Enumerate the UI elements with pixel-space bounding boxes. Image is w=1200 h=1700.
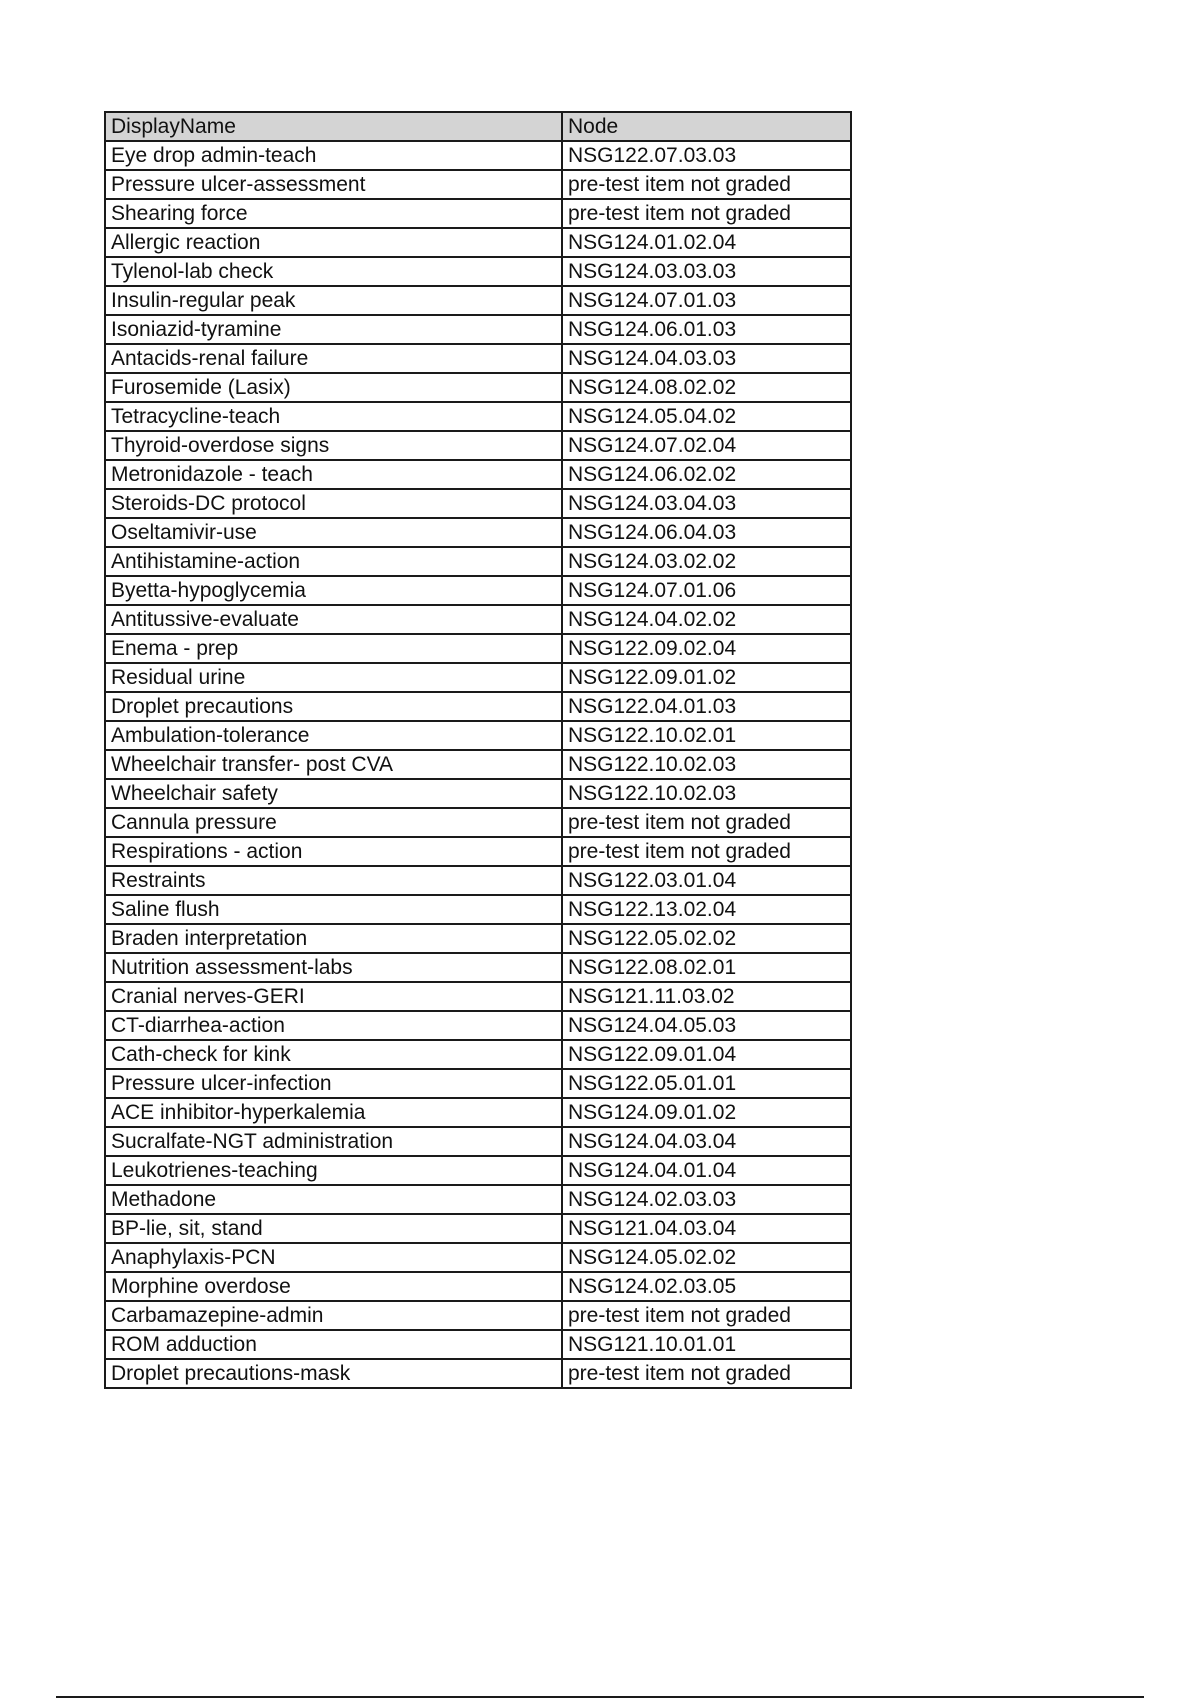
cell-displayname: Pressure ulcer-assessment [105,170,562,199]
cell-displayname: Wheelchair safety [105,779,562,808]
table-row [105,750,851,779]
footer-rule [56,1696,1144,1698]
cell-displayname: Braden interpretation [105,924,562,953]
cell-displayname: Nutrition assessment-labs [105,953,562,982]
cell-node: NSG122.10.02.03 [562,779,851,808]
cell-node: NSG124.09.01.02 [562,1098,851,1127]
cell-node: pre-test item not graded [562,1301,851,1330]
cell-displayname: Enema - prep [105,634,562,663]
cell-displayname: Antacids-renal failure [105,344,562,373]
table-row [105,837,851,866]
cell-node: NSG124.03.04.03 [562,489,851,518]
table-row [105,518,851,547]
table-row [105,489,851,518]
table-row [105,1301,851,1330]
cell-node: NSG124.01.02.04 [562,228,851,257]
table-row [105,141,851,170]
cell-node: NSG121.04.03.04 [562,1214,851,1243]
cell-displayname: Cranial nerves-GERI [105,982,562,1011]
table-row [105,547,851,576]
cell-node: NSG124.03.03.03 [562,257,851,286]
cell-node: NSG122.04.01.03 [562,692,851,721]
table-row [105,315,851,344]
cell-displayname: Cannula pressure [105,808,562,837]
cell-node: NSG124.04.01.04 [562,1156,851,1185]
table-row [105,1359,851,1388]
table-row [105,286,851,315]
cell-node: NSG124.04.03.03 [562,344,851,373]
cell-displayname: Ambulation-tolerance [105,721,562,750]
cell-displayname: Droplet precautions [105,692,562,721]
table-row [105,1214,851,1243]
table-row [105,460,851,489]
cell-displayname: ROM adduction [105,1330,562,1359]
table-row [105,982,851,1011]
cell-displayname: Leukotrienes-teaching [105,1156,562,1185]
cell-displayname: Restraints [105,866,562,895]
table-row [105,402,851,431]
cell-displayname: Pressure ulcer-infection [105,1069,562,1098]
cell-displayname: Shearing force [105,199,562,228]
cell-displayname: Carbamazepine-admin [105,1301,562,1330]
cell-node: NSG124.07.01.03 [562,286,851,315]
cell-displayname: BP-lie, sit, stand [105,1214,562,1243]
cell-node: NSG124.06.02.02 [562,460,851,489]
cell-node: NSG121.11.03.02 [562,982,851,1011]
cell-node: NSG124.02.03.05 [562,1272,851,1301]
cell-node: NSG124.06.01.03 [562,315,851,344]
cell-displayname: Isoniazid-tyramine [105,315,562,344]
table-row [105,1185,851,1214]
cell-displayname: Respirations - action [105,837,562,866]
cell-node: NSG124.05.02.02 [562,1243,851,1272]
table-row [105,721,851,750]
cell-node: NSG122.09.01.02 [562,663,851,692]
column-header-displayname: DisplayName [105,112,562,141]
table-row [105,228,851,257]
cell-displayname: ACE inhibitor-hyperkalemia [105,1098,562,1127]
cell-displayname: Anaphylaxis-PCN [105,1243,562,1272]
cell-displayname: Byetta-hypoglycemia [105,576,562,605]
table-row [105,199,851,228]
table-row [105,1127,851,1156]
cell-displayname: Furosemide (Lasix) [105,373,562,402]
cell-displayname: Methadone [105,1185,562,1214]
table-row [105,866,851,895]
cell-displayname: Antitussive-evaluate [105,605,562,634]
table-row [105,1243,851,1272]
cell-displayname: Residual urine [105,663,562,692]
cell-node: NSG124.07.02.04 [562,431,851,460]
cell-displayname: CT-diarrhea-action [105,1011,562,1040]
cell-displayname: Saline flush [105,895,562,924]
table-row [105,1098,851,1127]
table-row [105,1156,851,1185]
cell-node: NSG124.06.04.03 [562,518,851,547]
cell-node: NSG124.05.04.02 [562,402,851,431]
cell-node: NSG122.09.02.04 [562,634,851,663]
cell-node: NSG124.04.02.02 [562,605,851,634]
table-row [105,344,851,373]
cell-node: pre-test item not graded [562,199,851,228]
cell-displayname: Droplet precautions-mask [105,1359,562,1388]
cell-displayname: Sucralfate-NGT administration [105,1127,562,1156]
cell-node: pre-test item not graded [562,170,851,199]
table-row [105,1069,851,1098]
table-row [105,1272,851,1301]
table-row [105,605,851,634]
cell-displayname: Allergic reaction [105,228,562,257]
cell-node: pre-test item not graded [562,837,851,866]
cell-node: NSG122.07.03.03 [562,141,851,170]
cell-displayname: Morphine overdose [105,1272,562,1301]
cell-displayname: Thyroid-overdose signs [105,431,562,460]
cell-node: NSG124.07.01.06 [562,576,851,605]
cell-displayname: Tetracycline-teach [105,402,562,431]
cell-node: NSG124.04.05.03 [562,1011,851,1040]
table-row [105,663,851,692]
table-row [105,1040,851,1069]
table-row [105,170,851,199]
cell-node: NSG122.08.02.01 [562,953,851,982]
cell-displayname: Tylenol-lab check [105,257,562,286]
cell-node: pre-test item not graded [562,1359,851,1388]
table-row [105,257,851,286]
cell-node: NSG122.09.01.04 [562,1040,851,1069]
header-row [105,112,851,141]
cell-displayname: Eye drop admin-teach [105,141,562,170]
cell-node: NSG122.10.02.01 [562,721,851,750]
cell-node: NSG122.03.01.04 [562,866,851,895]
table-row [105,634,851,663]
table-row [105,924,851,953]
cell-node: NSG124.02.03.03 [562,1185,851,1214]
cell-displayname: Wheelchair transfer- post CVA [105,750,562,779]
table-row [105,1330,851,1359]
table-row [105,1011,851,1040]
table-row [105,692,851,721]
table-row [105,953,851,982]
cell-displayname: Insulin-regular peak [105,286,562,315]
cell-displayname: Steroids-DC protocol [105,489,562,518]
table-row [105,431,851,460]
items-table [104,111,852,1389]
cell-node: NSG124.08.02.02 [562,373,851,402]
cell-displayname: Cath-check for kink [105,1040,562,1069]
cell-displayname: Antihistamine-action [105,547,562,576]
cell-node: NSG122.13.02.04 [562,895,851,924]
cell-node: pre-test item not graded [562,808,851,837]
table-row [105,576,851,605]
cell-node: NSG122.05.01.01 [562,1069,851,1098]
column-header-node: Node [562,112,851,141]
table-row [105,373,851,402]
cell-displayname: Metronidazole - teach [105,460,562,489]
table-row [105,808,851,837]
cell-node: NSG124.04.03.04 [562,1127,851,1156]
table-row [105,895,851,924]
cell-node: NSG121.10.01.01 [562,1330,851,1359]
cell-displayname: Oseltamivir-use [105,518,562,547]
table-row [105,779,851,808]
cell-node: NSG122.10.02.03 [562,750,851,779]
cell-node: NSG124.03.02.02 [562,547,851,576]
cell-node: NSG122.05.02.02 [562,924,851,953]
